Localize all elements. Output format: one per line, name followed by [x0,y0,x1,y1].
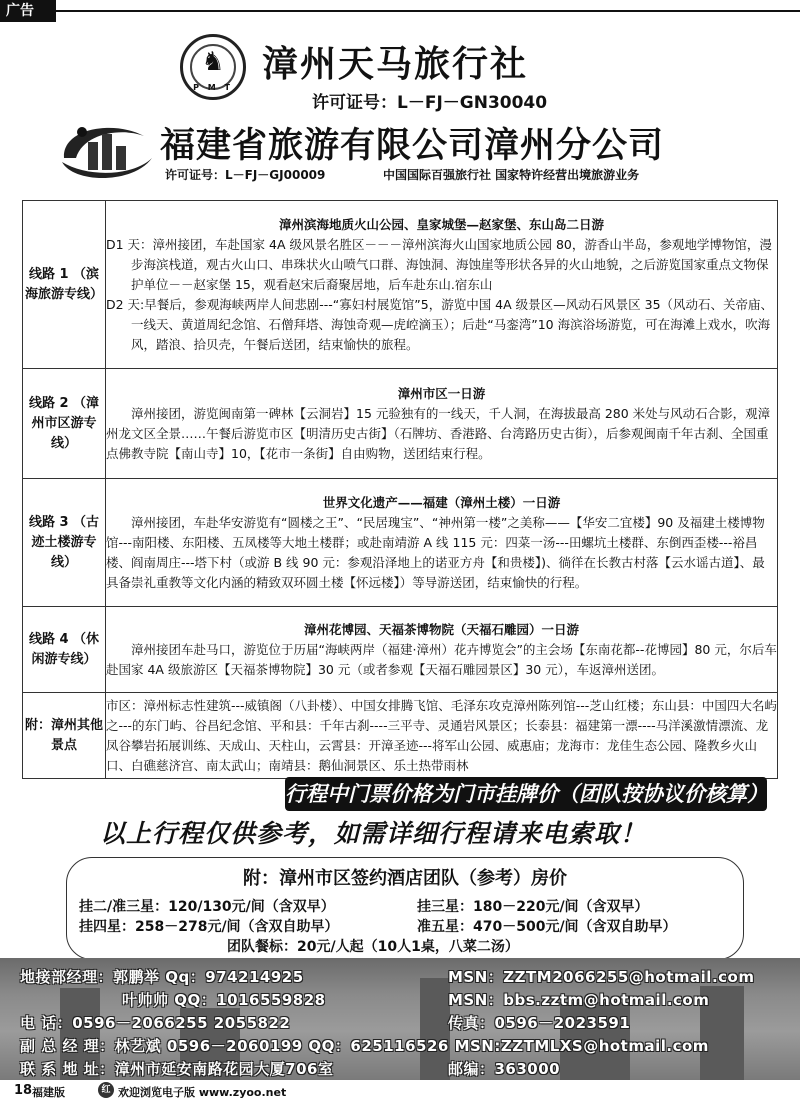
route-paragraph: D1 天：漳州接团，车赴国家 4A 级风景名胜区－－－漳州滨海火山国家地质公园 80，游香山半岛，参观地学博物馆，漫步海滨栈道，观古火山口、串珠状火山喷气口群、海蚀洞、海蚀崖等形状各异的火山地貌，之后游览国家重点文物保护单位－－赵家堡 15，观看赵宋后裔聚居地，后车赴东山.宿东山 [106,236,772,292]
contact-msn: MSN：bbs.zztm@hotmail.com [448,991,710,1009]
route-paragraph: D2 天:早餐后，参观海峡两岸人间悲剧---“寡妇村展览馆”5，游览中国 4A 级景区—风动石风景区 35（风动石、关帝庙、一线天、黄道周纪念馆、石僧拜塔、海蚀奇观—虎崆滴玉）；后赴“马銮湾”10 海滨浴场游览，可在海滩上戏水，吹海风，踏浪、拾贝壳，午餐后送团，结束愉快的旅程。 [106,296,774,352]
website-link[interactable]: 欢迎浏览电子版 www.zyoo.net [118,1086,287,1099]
logo-building-1 [88,142,98,170]
top-rule [56,10,800,12]
route-label: 线路 4 （休闲游专线） [23,607,106,693]
contact-manager: 地接部经理：郭鹏举 Qq：974214925 [20,968,304,986]
ticket-price-banner: 行程中门票价格为门市挂牌价（团队按协议价核算） [285,777,767,811]
ad-tag: 广告 [0,0,56,22]
edition-label: 福建版 [32,1086,65,1099]
company1-name: 漳州天马旅行社 [262,44,529,85]
hotel-title: 附：漳州市区签约酒店团队（参考）房价 [243,868,567,889]
contact-fax: 传真：0596－2023591 [448,1014,631,1032]
contact-phone: 电 话：0596－2066255 2055822 [20,1014,291,1032]
route-title: 漳州花博园、天福茶博物院（天福石雕园）一日游 [303,621,579,637]
page-footer [0,1082,800,1100]
photo-building [420,978,450,1080]
company2-name: 福建省旅游有限公司漳州分公司 [160,126,665,166]
page-number: 18 [14,1083,33,1098]
contact-deputy: 副 总 经 理：林艺斌 0596－2060199 QQ：625116526 MSN:ZZTMLXS@hotmail.com [20,1037,709,1055]
hotel-rate: 挂二/准三星：120/130元/间（含双早） [79,899,335,915]
route-row [23,479,778,607]
reference-notice: 以上行程仅供参考，如需详细行程请来电索取！ [100,819,647,848]
contact-msn: MSN：ZZTM2066255@hotmail.com [448,968,755,986]
route-title: 漳州滨海地质火山公园、皇家城堡—赵家堡、东山岛二日游 [278,216,604,232]
tianma-logo [180,34,246,100]
company2-slogan: 中国国际百强旅行社 国家特许经营出境旅游业务 [383,168,640,182]
contact-address: 联 系 地 址：漳州市延安南路花园大厦706室 [20,1060,334,1078]
route-row [23,201,778,369]
route-content [106,201,778,369]
route-row [23,607,778,693]
route-title: 漳州市区一日游 [397,385,486,401]
hotel-rate: 挂三星：180－220元/间（含双早） [417,899,649,915]
brand-circle-icon: 红 [98,1082,114,1098]
route-content [106,369,778,479]
route-paragraph: 市区：漳州标志性建筑---威镇阁（八卦楼）、中国女排腾飞馆、毛泽东攻克漳州陈列馆---芝山红楼；东山县：中国四大名屿之---的东门屿、谷昌纪念馆、平和县：千年古刹----三平寺、灵通岩风景区；长泰县：福建第一漂----马洋溪激情漂流、龙凤谷攀岩拓展训练、天成山、天柱山，云霄县：开漳圣迹---将军山公园、威惠庙；龙海市：龙佳生态公园、隆教乡火山口、白礁慈济宫、南太武山；南靖县：鹅仙洞景区、乐土热带雨林 [106,697,777,773]
route-content [106,479,778,607]
route-content [106,607,778,693]
company1-license: 许可证号：L－FJ－GN30040 [312,93,548,113]
company2-license: 许可证号：L－FJ－GJ00009 [165,168,326,182]
route-paragraph: 漳州接团，车赴华安游览有“圆楼之王”、“民居瑰宝”、“神州第一楼”之美称——【华安二宜楼】90 及福建土楼博物馆---南阳楼、东阳楼、五凤楼等大地土楼群；或赴南靖游 A 线 115 元：四菜一汤---田螺坑土楼群、东倒西歪楼---裕昌楼、阎南周庄---塔下村（或游 B 线 90 元：参观沿泽地上的诺亚方舟【和贵楼】)、徜徉在长教古村落【云水谣古道】、最具备崇礼重教等文化内涵的精致双环圆土楼【怀远楼】）等导游送团，结束愉快的行程。 [106,514,765,590]
hotel-rate: 挂四星：258－278元/间（含双自助早） [79,919,339,935]
route-label: 附：漳州其他景点 [23,693,106,779]
route-content [106,693,778,779]
contact-second: 叶帅帅 QQ：1016559828 [122,991,326,1009]
route-title: 世界文化遗产——福建（漳州土楼）一日游 [322,494,561,510]
logo-building-3 [116,146,126,170]
route-label: 线路 3 （古迹土楼游专线） [23,479,106,607]
logo-letters: P M T [193,83,233,92]
logo-building-2 [102,134,112,170]
logo-star-icon [77,127,87,137]
horse-icon: ♞ [201,47,225,77]
contact-postcode: 邮编：363000 [448,1060,561,1078]
route-paragraph: 漳州接团车赴马口，游览位于历届“海峡两岸（福建·漳州）花卉博览会”的主会场【东南花都--花博园】80 元，尔后车赴国家 4A 级旅游区【天福茶博物院】30 元（或者参观【天福石雕园景区】30 元），车返漳州送团。 [106,641,777,677]
hotel-price-box [66,857,744,960]
route-row [23,369,778,479]
hotel-rate: 准五星：470－500元/间（含双自助早） [417,919,677,935]
meal-standard: 团队餐标：20元/人起（10人1桌，八菜二汤） [227,939,519,955]
route-label: 线路 1 （滨海旅游专线） [23,201,106,369]
route-row [23,693,778,779]
fujian-tourism-logo [54,118,158,184]
routes-table [22,200,778,779]
route-paragraph: 漳州接团，游览闽南第一碑林【云洞岩】15 元验独有的一线天，千人洞，在海拔最高 280 米处与风动石合影，观漳州龙文区全景……午餐后游览市区【明清历史古街】（石牌坊、香港路、台湾路历史古街），后参观闽南千年古刹、全国重点佛教寺院【南山寺】10，【花市一条街】自由购物，送团结束行程。 [106,405,771,461]
route-label: 线路 2 （漳州市区游专线） [23,369,106,479]
